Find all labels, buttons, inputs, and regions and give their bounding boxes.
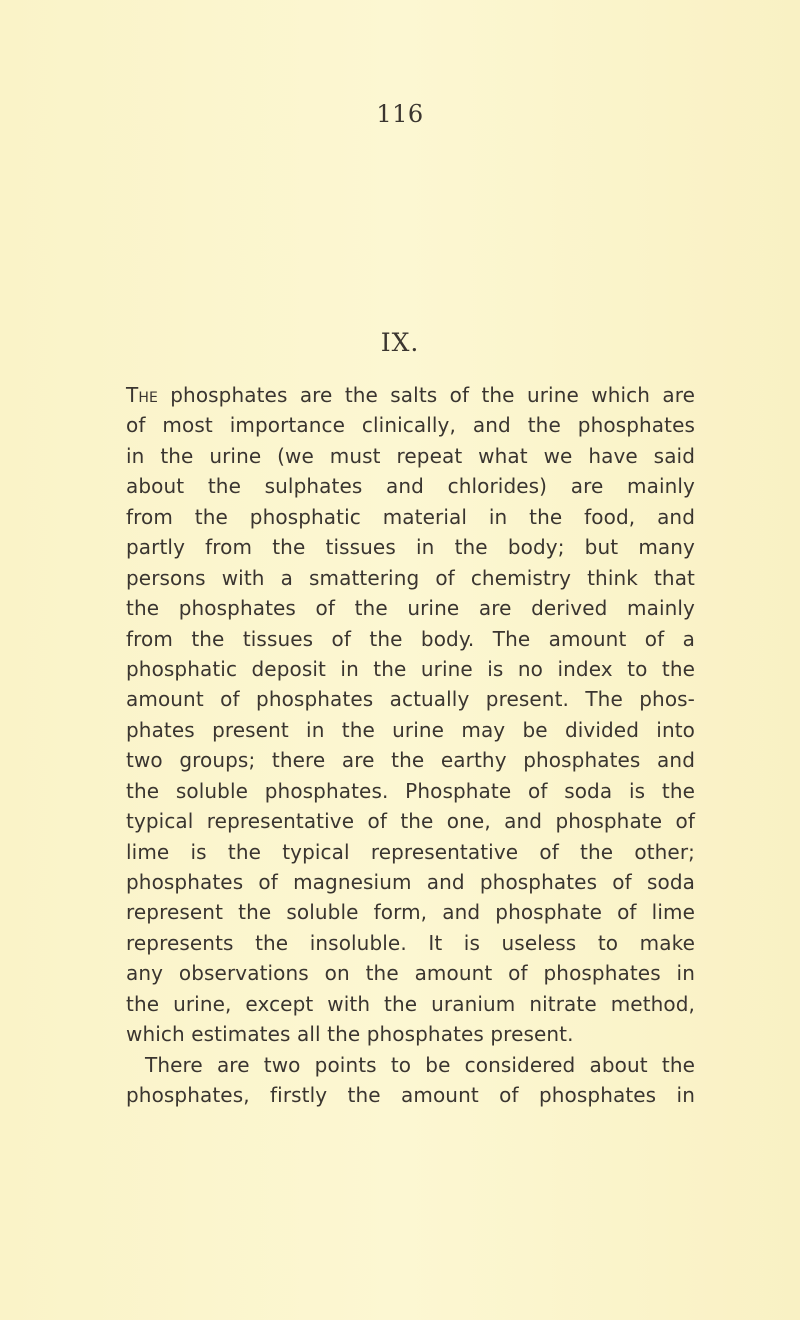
text-line: two groups; there are the earthy phosphates and [126,748,695,773]
text-line: lime is the typical representative of the other; [126,839,695,864]
text-line: any observations on the amount of phosphates in [126,961,695,986]
text-line: phates present in the urine may be divided into [126,717,695,742]
text-line: phosphates, firstly the amount of phosphates in [126,1083,695,1108]
body-text [126,380,695,1111]
text-line: phosphatic deposit in the urine is no index to the [126,656,695,681]
lead-word: The [126,383,158,407]
text-line: about the sulphates and chlorides) are mainly [126,474,695,499]
text-line: the phosphates of the urine are derived mainly [126,596,695,621]
text-line: phosphates of magnesium and phosphates of soda [126,870,695,894]
text-line: typical representative of the one, and phosphate of [126,809,695,834]
text-line: represents the insoluble. It is useless to make [126,930,695,955]
text-line: The phosphates are the salts of the urine which are [126,383,695,407]
text-line: from the tissues of the body. The amount of a [126,626,695,651]
text-line: which estimates all the phosphates present. [126,1022,574,1047]
text-line: the urine, except with the uranium nitrate method, [126,991,695,1016]
text-line: represent the soluble form, and phosphate of lime [126,900,695,925]
text-line: amount of phosphates actually present. The phos- [126,687,695,712]
page-number: 116 [376,100,424,128]
text-line: in the urine (we must repeat what we have said [126,443,695,468]
text-line: of most importance clinically, and the phosphates [126,413,695,438]
text-line: the soluble phosphates. Phosphate of soda is the [126,778,695,803]
chapter-heading: IX. [380,328,420,357]
text-line: partly from the tissues in the body; but many [126,535,695,560]
text-line: There are two points to be considered about the [145,1052,695,1077]
text-line: from the phosphatic material in the food, and [126,504,695,529]
text-line: persons with a smattering of chemistry think that [126,565,695,590]
